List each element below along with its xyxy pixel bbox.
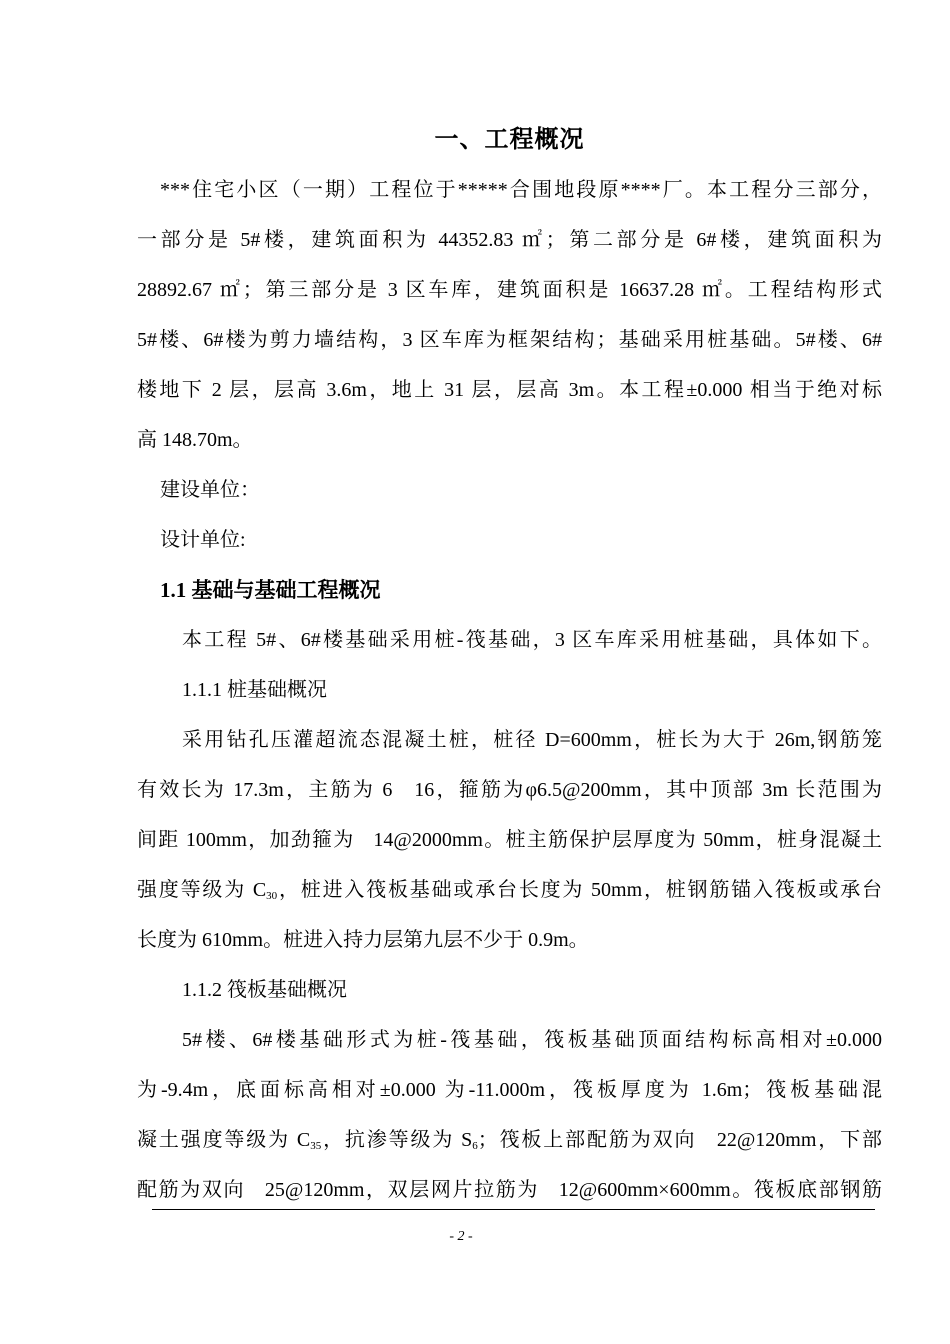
paragraph-line: 长度为 610mm。桩进入持力层第九层不少于 0.9m。 — [137, 929, 589, 951]
line-text: ，抗渗等级为 S — [321, 1129, 473, 1151]
page-body — [137, 115, 882, 1215]
page-title: 一、工程概况 — [434, 127, 585, 153]
paragraph-line: 一部分是 5#楼，建筑面积为 44352.83 ㎡；第二部分是 6#楼，建筑面积为 — [137, 229, 882, 251]
paragraph-line: 高 148.70m。 — [137, 429, 253, 451]
line-text: ，桩进入筏板基础或承台长度为 50mm，桩钢筋锚入筏板或承台 — [277, 879, 882, 901]
paragraph-line: 5#楼、6#楼为剪力墙结构，3 区车库为框架结构；基础采用桩基础。5#楼、6# — [137, 329, 882, 351]
section-heading-1-1: 1.1 基础与基础工程概况 — [160, 578, 381, 602]
paragraph-line — [137, 865, 882, 915]
paragraph-line: 配筋为双向 25@120mm，双层网片拉筋为 12@600mm×600mm。筏板底部钢筋 — [137, 1179, 882, 1201]
concrete-grade-subscript: 30 — [266, 890, 278, 902]
section-intro-line: 本工程 5#、6#楼基础采用桩-筏基础，3 区车库采用桩基础，具体如下。 — [182, 629, 882, 651]
seepage-grade-subscript: 6 — [472, 1140, 478, 1152]
concrete-grade-subscript: 35 — [310, 1140, 322, 1152]
paragraph-line: 有效长为 17.3m，主筋为 6 16，箍筋为φ6.5@200mm，其中顶部 3m 长范围为 — [137, 779, 882, 801]
design-unit-label: 设计单位: — [160, 529, 246, 551]
line-text: ；筏板上部配筋为双向 22@120mm，下部 — [477, 1129, 882, 1151]
subsection-heading-1-1-1: 1.1.1 桩基础概况 — [182, 679, 327, 701]
raft-foundation-paragraph — [137, 1015, 882, 1215]
line-text: 凝土强度等级为 C — [137, 1129, 311, 1151]
paragraph-line: 28892.67 ㎡；第三部分是 3 区车库，建筑面积是 16637.28 ㎡。工程结构形式 — [137, 279, 882, 301]
paragraph-line: ***住宅小区（一期）工程位于*****合围地段原****厂。本工程分三部分， — [160, 179, 882, 201]
paragraph-line: 为-9.4m，底面标高相对±0.000 为-11.000m，筏板厚度为 1.6m；筏板基础混 — [137, 1079, 882, 1101]
page-number: - 2 - — [449, 1229, 473, 1244]
paragraph-line — [137, 1115, 882, 1165]
pile-foundation-paragraph — [137, 715, 882, 965]
line-text: 强度等级为 C — [137, 879, 267, 901]
subsection-heading-1-1-2: 1.1.2 筏板基础概况 — [182, 979, 347, 1001]
project-overview-paragraph — [137, 165, 882, 465]
paragraph-line: 5#楼、6#楼基础形式为桩-筏基础，筏板基础顶面结构标高相对±0.000 — [182, 1029, 882, 1051]
construction-unit-label: 建设单位： — [160, 479, 260, 501]
paragraph-line: 采用钻孔压灌超流态混凝土桩，桩径 D=600mm，桩长为大于 26m,钢筋笼 — [182, 729, 882, 751]
paragraph-line: 楼地下 2 层，层高 3.6m，地上 31 层，层高 3m。本工程±0.000 相当于绝对标 — [137, 379, 882, 401]
footer-divider — [152, 1209, 875, 1210]
paragraph-line: 间距 100mm，加劲箍为 14@2000mm。桩主筋保护层厚度为 50mm，桩身混凝土 — [137, 829, 882, 851]
